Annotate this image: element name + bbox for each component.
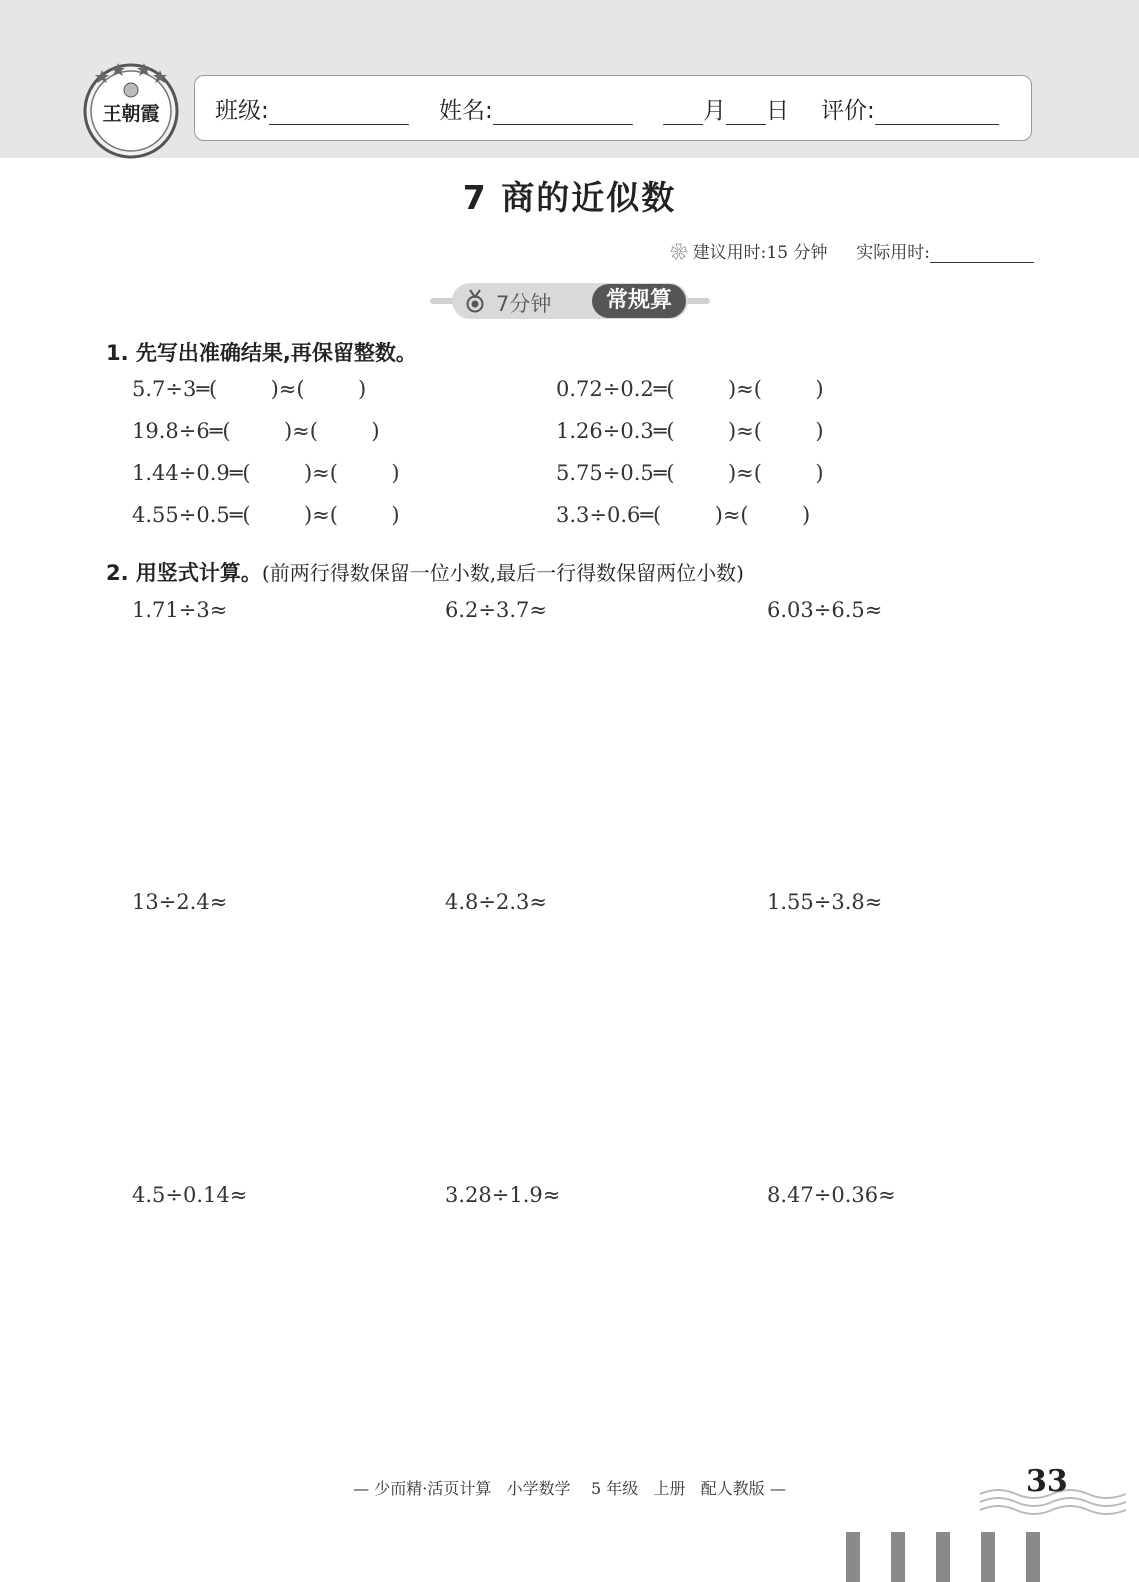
edge-bar xyxy=(1026,1532,1040,1582)
q1-item: 5.75÷0.5═( )≈( ) xyxy=(556,461,824,485)
section-tag: 常规算 xyxy=(592,284,686,318)
q2-item: 1.71÷3≈ xyxy=(132,598,228,622)
footer-text: — 少而精·活页计算 小学数学 5 年级 上册 配人教版 — xyxy=(353,1479,786,1498)
medal-icon xyxy=(464,289,486,313)
q2-note: (前两行得数保留一位小数,最后一行得数保留两位小数) xyxy=(261,561,744,585)
timing-row xyxy=(670,238,1034,263)
q2-item: 4.5÷0.14≈ xyxy=(132,1183,248,1207)
edge-bar xyxy=(981,1532,995,1582)
day-blank[interactable] xyxy=(726,96,766,125)
class-label: 班级: xyxy=(215,98,269,124)
suggested-time: 建议用时:15 分钟 xyxy=(692,243,828,263)
name-field xyxy=(439,92,633,125)
q1-item: 1.26÷0.3═( )≈( ) xyxy=(556,419,824,443)
class-blank[interactable] xyxy=(269,96,409,125)
actual-time-blank[interactable] xyxy=(930,242,1034,263)
section-minutes: 7分钟 xyxy=(496,292,552,316)
class-field xyxy=(215,92,409,125)
q2-item: 6.03÷6.5≈ xyxy=(767,598,883,622)
page-title: 7 商的近似数 xyxy=(462,178,677,217)
date-field xyxy=(663,92,789,125)
edge-bar xyxy=(846,1532,860,1582)
q2-heading xyxy=(106,557,744,587)
name-label: 姓名: xyxy=(439,98,493,124)
q2-item: 3.28÷1.9≈ xyxy=(445,1183,561,1207)
rating-label: 评价: xyxy=(821,98,875,124)
rating-field xyxy=(821,92,999,125)
q2-item: 8.47÷0.36≈ xyxy=(767,1183,896,1207)
q1-item: 0.72÷0.2═( )≈( ) xyxy=(556,377,824,401)
actual-time-label: 实际用时: xyxy=(856,243,930,263)
page-number: 33 xyxy=(1026,1464,1068,1499)
q2-item: 13÷2.4≈ xyxy=(132,890,228,914)
flower-icon: ❀ xyxy=(670,243,688,263)
logo-text: 王朝霞 xyxy=(102,103,160,125)
q1-item: 5.7÷3═( )≈( ) xyxy=(132,377,367,401)
q2-item: 6.2÷3.7≈ xyxy=(445,598,547,622)
rating-blank[interactable] xyxy=(875,96,999,125)
day-label: 日 xyxy=(766,98,789,124)
q1-item: 4.55÷0.5═( )≈( ) xyxy=(132,503,400,527)
q2-heading-text: 2. 用竖式计算。 xyxy=(106,561,262,585)
section-badge xyxy=(452,283,688,319)
edge-bar xyxy=(891,1532,905,1582)
student-info-box xyxy=(194,75,1032,141)
q1-item: 19.8÷6═( )≈( ) xyxy=(132,419,380,443)
month-label: 月 xyxy=(703,98,726,124)
brand-seal-logo xyxy=(80,58,182,160)
q2-item: 1.55÷3.8≈ xyxy=(767,890,883,914)
q1-item: 3.3÷0.6═( )≈( ) xyxy=(556,503,811,527)
q1-heading: 1. 先写出准确结果,再保留整数。 xyxy=(106,341,417,365)
edge-bar xyxy=(936,1532,950,1582)
q2-item: 4.8÷2.3≈ xyxy=(445,890,547,914)
q1-item: 1.44÷0.9═( )≈( ) xyxy=(132,461,400,485)
name-blank[interactable] xyxy=(493,96,633,125)
month-blank[interactable] xyxy=(663,96,703,125)
